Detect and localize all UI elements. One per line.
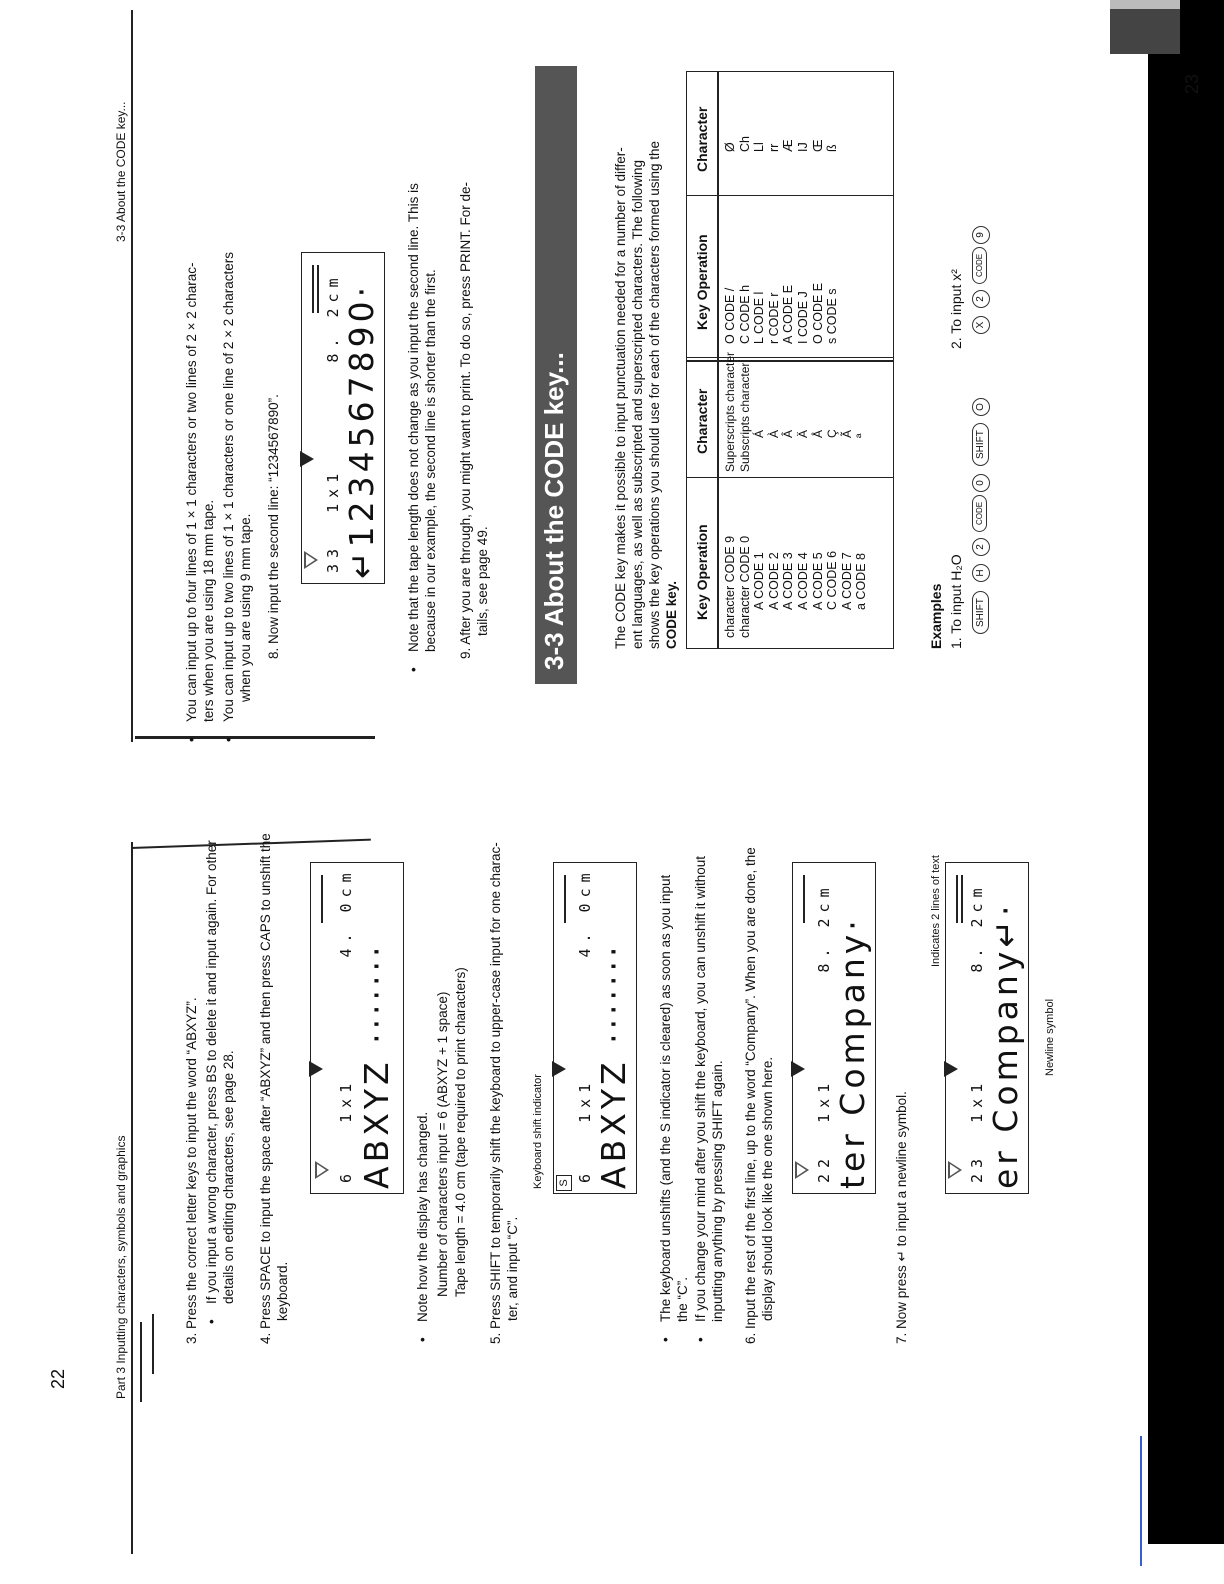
right-op: O CODE / bbox=[723, 287, 737, 344]
step-6-line-2: display should look like the one shown here. bbox=[760, 1056, 775, 1321]
left-op: A CODE 4 bbox=[795, 552, 810, 610]
table-col-divider-1 bbox=[687, 477, 893, 478]
header-character-1: Character bbox=[694, 388, 710, 454]
lcd-display-newline bbox=[945, 862, 1029, 1194]
page-number-left: 22 bbox=[48, 1368, 68, 1389]
left-char: Á bbox=[752, 429, 767, 438]
intro-line-4: CODE key. bbox=[664, 580, 679, 649]
left-op: a CODE 8 bbox=[854, 553, 869, 610]
right-op: C CODE h bbox=[737, 284, 752, 344]
example-2: 2. To input x² bbox=[948, 269, 964, 349]
header-key-operation-2: Key Operation bbox=[694, 234, 710, 330]
lcd-text-row: er Company↵· bbox=[986, 901, 1025, 1189]
key-shift-2: SHIFT bbox=[972, 423, 989, 466]
key-h: H bbox=[972, 564, 990, 582]
step-8: 8. Now input the second line: “1234567890”. bbox=[266, 394, 281, 659]
bullet-change-line-1: • If you change your mind after you shift the keyboard, you can unshift it without bbox=[692, 856, 709, 1322]
left-char: Â bbox=[781, 429, 796, 438]
bullet-18mm-line-1: • You can input up to four lines of 1 × 1 characters or two lines of 2 × 2 charac- bbox=[183, 262, 200, 722]
right-op: s CODE s bbox=[825, 288, 840, 344]
intro-line-1: The CODE key makes it possible to input punctuation needed for a number of differ- bbox=[613, 147, 628, 649]
lcd-open-triangle bbox=[315, 1161, 329, 1179]
left-op: A CODE 1 bbox=[752, 552, 767, 610]
header-key-operation-1: Key Operation bbox=[694, 524, 710, 620]
note-tape-unchanged-line-2: because in our example, the second line is shorter than the first. bbox=[423, 269, 438, 652]
lcd-indicator-bar-2 bbox=[961, 875, 963, 923]
right-char: Æ bbox=[781, 139, 796, 152]
left-char: Ä bbox=[795, 429, 810, 438]
lcd-indicator-bar bbox=[564, 875, 566, 923]
step-5-line-2: ter, and input “C”. bbox=[505, 1216, 520, 1321]
left-edge-mark-2 bbox=[152, 1314, 154, 1374]
right-op: r CODE r bbox=[766, 292, 781, 344]
key-shift: SHIFT bbox=[972, 591, 989, 634]
right-char: Ll bbox=[752, 142, 767, 152]
gutter-rule bbox=[131, 839, 371, 849]
right-ops-column bbox=[723, 283, 840, 344]
examples-heading: Examples bbox=[928, 583, 944, 649]
lcd-cursor-triangle bbox=[552, 1061, 566, 1077]
lcd-status-row: 6 1x1 4. 0cm bbox=[576, 867, 594, 1183]
right-chars-column bbox=[723, 136, 840, 152]
lcd-text-row: ↵1234567890· bbox=[342, 282, 381, 579]
key-code: CODE bbox=[972, 495, 987, 532]
left-char: Superscripts character bbox=[723, 351, 737, 472]
left-op: A CODE 3 bbox=[781, 552, 796, 610]
right-char: Ø bbox=[723, 142, 737, 152]
corner-tab-fade bbox=[1110, 0, 1180, 9]
note-display-changed: • Note how the display has changed. bbox=[414, 1112, 431, 1322]
left-running-header: Part 3 Inputting characters, symbols and graphics bbox=[114, 1135, 128, 1399]
step-3-bullet-line-2: details on editing characters, see page 28. bbox=[221, 1050, 236, 1304]
left-char: Å bbox=[810, 429, 825, 438]
lcd-indicator-bar bbox=[803, 875, 805, 923]
step-3-bullet-line-1: • If you input a wrong character, press BS to delete it and input again. For other bbox=[203, 840, 220, 1304]
lcd-display-abxyz bbox=[310, 862, 404, 1194]
lcd-status-row: 23 1x1 8. 2cm bbox=[968, 882, 986, 1183]
left-char: Subscripts character bbox=[737, 362, 752, 472]
scan-edge-bar bbox=[1148, 0, 1224, 1544]
left-op: character CODE 0 bbox=[737, 535, 752, 638]
note-characters-input: Number of characters input = 6 (ABXYZ + 1 space) bbox=[435, 991, 450, 1297]
right-char: Œ bbox=[810, 139, 825, 152]
right-running-header: 3-3 About the CODE key... bbox=[114, 101, 128, 242]
right-op: I CODE J bbox=[795, 291, 810, 344]
key-2b: 2 bbox=[972, 290, 990, 308]
key-0: 0 bbox=[972, 474, 990, 492]
shift-indicator-s: S bbox=[556, 1175, 572, 1191]
step-6-line-1: 6. Input the rest of the first line, up to the word “Company”. When you are done, the bbox=[743, 847, 758, 1344]
left-chars-column bbox=[723, 352, 869, 472]
right-char: ß bbox=[825, 144, 840, 152]
step-4-line-2: keyboard. bbox=[275, 1261, 290, 1321]
left-op: A CODE 7 bbox=[839, 552, 854, 610]
lcd-open-triangle bbox=[795, 1161, 809, 1179]
lcd-status-row: 33 1x1 8. 2cm bbox=[324, 272, 342, 573]
lcd-status-row: 22 1x1 8. 2cm bbox=[815, 882, 833, 1183]
left-op: C CODE 6 bbox=[825, 550, 840, 610]
bullet-unshift-line-1: • The keyboard unshifts (and the S indicator is cleared) as soon as you input bbox=[657, 875, 674, 1322]
bullet-change-line-2: inputting anything by pressing SHIFT again. bbox=[710, 1060, 725, 1322]
lcd-indicator-bar bbox=[312, 265, 314, 313]
right-op: A CODE E bbox=[781, 284, 796, 344]
header-character-2: Character bbox=[694, 106, 710, 172]
left-op: A CODE 5 bbox=[810, 552, 825, 610]
lcd-indicator-bar bbox=[321, 875, 323, 923]
right-char: Ch bbox=[737, 136, 752, 152]
left-char: Ã bbox=[839, 429, 854, 438]
code-key-table bbox=[686, 71, 894, 649]
lcd-text-row: ABXYZ ······· bbox=[357, 942, 396, 1189]
left-op: A CODE 2 bbox=[766, 552, 781, 610]
step-5-line-1: 5. Press SHIFT to temporarily shift the keyboard to upper-case input for one charac- bbox=[488, 842, 503, 1344]
left-ops-column bbox=[723, 536, 869, 638]
lcd-text-row: ABXYZ ······· bbox=[594, 942, 633, 1189]
intro-line-2: ent languages, as well as subscripted and superscripted characters. The following bbox=[630, 159, 645, 649]
bullet-9mm-line-1: • You can input up to two lines of 1 × 1 characters or one line of 2 × 2 characters bbox=[220, 252, 237, 722]
left-char: À bbox=[766, 429, 781, 438]
lcd-cursor-triangle bbox=[309, 1061, 323, 1077]
note-tape-length: Tape length = 4.0 cm (tape required to print characters) bbox=[453, 967, 468, 1297]
lcd-indicator-bar bbox=[956, 875, 958, 923]
key-x: X bbox=[972, 316, 990, 334]
scan-edge-accent bbox=[1140, 1436, 1142, 1566]
key-9: 9 bbox=[972, 226, 990, 244]
step-7: 7. Now press ↵ to input a newline symbol. bbox=[894, 1091, 909, 1344]
bullet-18mm-line-2: ters when you are using 18 mm tape. bbox=[201, 499, 216, 722]
step-9-line-1: 9. After you are through, you might want to print. To do so, press PRINT. For de- bbox=[458, 182, 473, 659]
right-op: L CODE l bbox=[752, 291, 767, 344]
lcd-cursor-triangle bbox=[791, 1061, 805, 1077]
right-char: rr bbox=[766, 143, 781, 152]
right-op: O CODE E bbox=[810, 282, 825, 344]
left-header-rule bbox=[131, 842, 133, 1554]
lines-indicator-label: Indicates 2 lines of text bbox=[930, 855, 942, 967]
lcd-display-shift bbox=[553, 862, 637, 1194]
step-9-line-2: tails, see page 49. bbox=[475, 526, 490, 636]
lcd-cursor-triangle bbox=[944, 1061, 958, 1077]
section-title: 3-3 About the CODE key... bbox=[539, 352, 569, 670]
lcd-open-triangle bbox=[948, 1161, 962, 1179]
lcd-display-company bbox=[792, 862, 876, 1194]
step-3: 3. Press the correct letter keys to input the word “ABXYZ”. bbox=[184, 997, 199, 1344]
right-header-rule bbox=[131, 10, 133, 742]
intro-line-3: shows the key operations you should use for each of the characters formed using the bbox=[647, 140, 662, 649]
lcd-text-row: ter Company· bbox=[833, 916, 872, 1189]
lcd-open-triangle bbox=[304, 551, 318, 569]
left-edge-mark bbox=[140, 1322, 142, 1402]
section-banner bbox=[535, 66, 577, 684]
left-char: ª bbox=[854, 433, 869, 438]
key-2: 2 bbox=[972, 538, 990, 556]
left-char: Ç bbox=[825, 429, 840, 438]
corner-tab bbox=[1110, 4, 1180, 54]
note-tape-unchanged-line-1: • Note that the tape length does not change as you input the second line. This is bbox=[405, 183, 422, 652]
page-number-right: 23 bbox=[1182, 73, 1202, 94]
bullet-unshift-line-2: the “C”. bbox=[675, 1276, 690, 1322]
example-1: 1. To input H₂O bbox=[948, 554, 964, 649]
lcd-cursor-triangle bbox=[300, 451, 314, 467]
left-op: character CODE 9 bbox=[723, 535, 737, 638]
step-4-line-1: 4. Press SPACE to input the space after “ABXYZ” and then press CAPS to unshift the bbox=[258, 833, 273, 1344]
lcd-status-row: 6 1x1 4. 0cm bbox=[337, 867, 355, 1183]
table-col-divider-4 bbox=[687, 195, 893, 196]
lcd-indicator-bar-2 bbox=[317, 265, 319, 313]
key-o: O bbox=[972, 398, 990, 416]
right-char: IJ bbox=[795, 142, 810, 152]
keyboard-shift-indicator-label: Keyboard shift indicator bbox=[532, 1074, 544, 1189]
key-code-2: CODE bbox=[972, 247, 987, 284]
newline-symbol-label: Newline symbol bbox=[1044, 998, 1056, 1076]
lcd-display-second-line bbox=[301, 252, 385, 584]
bullet-9mm-line-2: when you are using 9 mm tape. bbox=[238, 513, 253, 702]
gutter-tick bbox=[135, 736, 375, 739]
